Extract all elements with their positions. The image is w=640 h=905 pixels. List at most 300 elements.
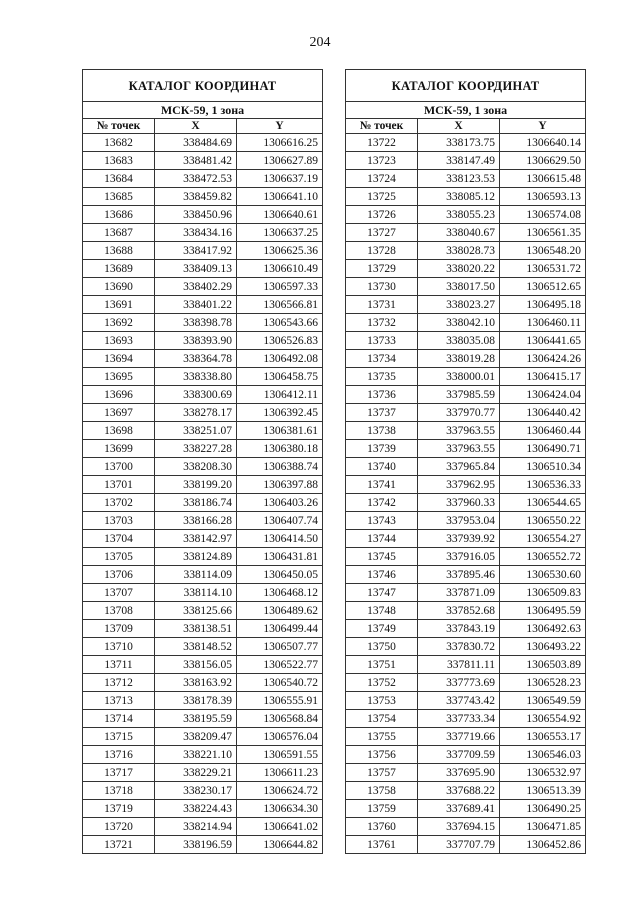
x-coordinate-cell: 337871.09 bbox=[418, 584, 500, 602]
table-row bbox=[346, 602, 586, 620]
y-coordinate-cell: 1306452.86 bbox=[500, 836, 586, 854]
column-header-x: X bbox=[418, 119, 500, 134]
table-row bbox=[83, 458, 323, 476]
x-coordinate-cell: 338028.73 bbox=[418, 242, 500, 260]
x-coordinate-cell: 337960.33 bbox=[418, 494, 500, 512]
y-coordinate-cell: 1306561.35 bbox=[500, 224, 586, 242]
y-coordinate-cell: 1306624.72 bbox=[237, 782, 323, 800]
y-coordinate-cell: 1306388.74 bbox=[237, 458, 323, 476]
coordinates-table-left bbox=[82, 69, 323, 854]
y-coordinate-cell: 1306566.81 bbox=[237, 296, 323, 314]
table-row bbox=[83, 134, 323, 152]
table-row bbox=[83, 836, 323, 854]
table-row bbox=[346, 836, 586, 854]
y-coordinate-cell: 1306460.44 bbox=[500, 422, 586, 440]
table-body bbox=[83, 134, 323, 854]
y-coordinate-cell: 1306424.26 bbox=[500, 350, 586, 368]
x-coordinate-cell: 337939.92 bbox=[418, 530, 500, 548]
y-coordinate-cell: 1306627.89 bbox=[237, 152, 323, 170]
x-coordinate-cell: 337953.04 bbox=[418, 512, 500, 530]
x-coordinate-cell: 337852.68 bbox=[418, 602, 500, 620]
table-row bbox=[83, 368, 323, 386]
y-coordinate-cell: 1306531.72 bbox=[500, 260, 586, 278]
point-number-cell: 13703 bbox=[83, 512, 155, 530]
point-number-cell: 13702 bbox=[83, 494, 155, 512]
y-coordinate-cell: 1306490.71 bbox=[500, 440, 586, 458]
table-row bbox=[346, 674, 586, 692]
x-coordinate-cell: 337965.84 bbox=[418, 458, 500, 476]
x-coordinate-cell: 338401.22 bbox=[155, 296, 237, 314]
x-coordinate-cell: 338338.80 bbox=[155, 368, 237, 386]
y-coordinate-cell: 1306637.25 bbox=[237, 224, 323, 242]
x-coordinate-cell: 338214.94 bbox=[155, 818, 237, 836]
point-number-cell: 13741 bbox=[346, 476, 418, 494]
x-coordinate-cell: 338142.97 bbox=[155, 530, 237, 548]
point-number-cell: 13745 bbox=[346, 548, 418, 566]
point-number-cell: 13696 bbox=[83, 386, 155, 404]
x-coordinate-cell: 338148.52 bbox=[155, 638, 237, 656]
table-row bbox=[346, 170, 586, 188]
table-row bbox=[346, 638, 586, 656]
point-number-cell: 13694 bbox=[83, 350, 155, 368]
x-coordinate-cell: 338147.49 bbox=[418, 152, 500, 170]
point-number-cell: 13749 bbox=[346, 620, 418, 638]
y-coordinate-cell: 1306441.65 bbox=[500, 332, 586, 350]
point-number-cell: 13683 bbox=[83, 152, 155, 170]
x-coordinate-cell: 338085.12 bbox=[418, 188, 500, 206]
point-number-cell: 13710 bbox=[83, 638, 155, 656]
table-row bbox=[346, 296, 586, 314]
y-coordinate-cell: 1306641.02 bbox=[237, 818, 323, 836]
x-coordinate-cell: 338195.59 bbox=[155, 710, 237, 728]
x-coordinate-cell: 338156.05 bbox=[155, 656, 237, 674]
y-coordinate-cell: 1306493.22 bbox=[500, 638, 586, 656]
table-row bbox=[83, 818, 323, 836]
x-coordinate-cell: 338138.51 bbox=[155, 620, 237, 638]
point-number-cell: 13734 bbox=[346, 350, 418, 368]
y-coordinate-cell: 1306640.14 bbox=[500, 134, 586, 152]
x-coordinate-cell: 338114.10 bbox=[155, 584, 237, 602]
point-number-cell: 13720 bbox=[83, 818, 155, 836]
y-coordinate-cell: 1306553.17 bbox=[500, 728, 586, 746]
point-number-cell: 13740 bbox=[346, 458, 418, 476]
y-coordinate-cell: 1306641.10 bbox=[237, 188, 323, 206]
y-coordinate-cell: 1306552.72 bbox=[500, 548, 586, 566]
y-coordinate-cell: 1306458.75 bbox=[237, 368, 323, 386]
table-row bbox=[83, 638, 323, 656]
y-coordinate-cell: 1306507.77 bbox=[237, 638, 323, 656]
table-row bbox=[346, 422, 586, 440]
point-number-cell: 13695 bbox=[83, 368, 155, 386]
table-row bbox=[346, 242, 586, 260]
y-coordinate-cell: 1306460.11 bbox=[500, 314, 586, 332]
table-row bbox=[83, 674, 323, 692]
point-number-cell: 13760 bbox=[346, 818, 418, 836]
column-header-x: X bbox=[155, 119, 237, 134]
x-coordinate-cell: 338163.92 bbox=[155, 674, 237, 692]
point-number-cell: 13682 bbox=[83, 134, 155, 152]
x-coordinate-cell: 338300.69 bbox=[155, 386, 237, 404]
y-coordinate-cell: 1306637.19 bbox=[237, 170, 323, 188]
x-coordinate-cell: 338221.10 bbox=[155, 746, 237, 764]
x-coordinate-cell: 338042.10 bbox=[418, 314, 500, 332]
point-number-cell: 13723 bbox=[346, 152, 418, 170]
y-coordinate-cell: 1306610.49 bbox=[237, 260, 323, 278]
table-row bbox=[346, 476, 586, 494]
table-row bbox=[83, 584, 323, 602]
table-row bbox=[346, 134, 586, 152]
point-number-cell: 13717 bbox=[83, 764, 155, 782]
y-coordinate-cell: 1306591.55 bbox=[237, 746, 323, 764]
table-row bbox=[346, 530, 586, 548]
y-coordinate-cell: 1306381.61 bbox=[237, 422, 323, 440]
y-coordinate-cell: 1306616.25 bbox=[237, 134, 323, 152]
y-coordinate-cell: 1306512.65 bbox=[500, 278, 586, 296]
point-number-cell: 13713 bbox=[83, 692, 155, 710]
table-row bbox=[83, 188, 323, 206]
point-number-cell: 13729 bbox=[346, 260, 418, 278]
table-row bbox=[346, 566, 586, 584]
point-number-cell: 13716 bbox=[83, 746, 155, 764]
x-coordinate-cell: 338364.78 bbox=[155, 350, 237, 368]
page-number: 204 bbox=[309, 35, 331, 50]
point-number-cell: 13708 bbox=[83, 602, 155, 620]
table-row bbox=[346, 764, 586, 782]
y-coordinate-cell: 1306509.83 bbox=[500, 584, 586, 602]
x-coordinate-cell: 338472.53 bbox=[155, 170, 237, 188]
column-header-point-number: № точек bbox=[346, 119, 418, 134]
y-coordinate-cell: 1306412.11 bbox=[237, 386, 323, 404]
point-number-cell: 13691 bbox=[83, 296, 155, 314]
x-coordinate-cell: 338019.28 bbox=[418, 350, 500, 368]
x-coordinate-cell: 337733.34 bbox=[418, 710, 500, 728]
x-coordinate-cell: 337843.19 bbox=[418, 620, 500, 638]
x-coordinate-cell: 338166.28 bbox=[155, 512, 237, 530]
point-number-cell: 13747 bbox=[346, 584, 418, 602]
y-coordinate-cell: 1306415.17 bbox=[500, 368, 586, 386]
y-coordinate-cell: 1306554.27 bbox=[500, 530, 586, 548]
x-coordinate-cell: 337707.79 bbox=[418, 836, 500, 854]
table-body bbox=[346, 134, 586, 854]
y-coordinate-cell: 1306615.48 bbox=[500, 170, 586, 188]
point-number-cell: 13754 bbox=[346, 710, 418, 728]
table-row bbox=[83, 422, 323, 440]
table-row bbox=[346, 332, 586, 350]
point-number-cell: 13728 bbox=[346, 242, 418, 260]
x-coordinate-cell: 338481.42 bbox=[155, 152, 237, 170]
table-row bbox=[83, 548, 323, 566]
y-coordinate-cell: 1306640.61 bbox=[237, 206, 323, 224]
table-row bbox=[83, 350, 323, 368]
table-row bbox=[83, 566, 323, 584]
x-coordinate-cell: 338209.47 bbox=[155, 728, 237, 746]
table-row bbox=[83, 224, 323, 242]
table-row bbox=[346, 800, 586, 818]
point-number-cell: 13733 bbox=[346, 332, 418, 350]
point-number-cell: 13757 bbox=[346, 764, 418, 782]
table-row bbox=[83, 746, 323, 764]
point-number-cell: 13684 bbox=[83, 170, 155, 188]
y-coordinate-cell: 1306543.66 bbox=[237, 314, 323, 332]
point-number-cell: 13737 bbox=[346, 404, 418, 422]
column-header-y: Y bbox=[237, 119, 323, 134]
y-coordinate-cell: 1306532.97 bbox=[500, 764, 586, 782]
point-number-cell: 13704 bbox=[83, 530, 155, 548]
x-coordinate-cell: 337811.11 bbox=[418, 656, 500, 674]
table-title: КАТАЛОГ КООРДИНАТ bbox=[83, 70, 323, 102]
y-coordinate-cell: 1306526.83 bbox=[237, 332, 323, 350]
table-row bbox=[83, 260, 323, 278]
x-coordinate-cell: 338114.09 bbox=[155, 566, 237, 584]
table-row bbox=[346, 494, 586, 512]
point-number-cell: 13751 bbox=[346, 656, 418, 674]
point-number-cell: 13706 bbox=[83, 566, 155, 584]
table-row bbox=[83, 476, 323, 494]
table-row bbox=[83, 764, 323, 782]
point-number-cell: 13686 bbox=[83, 206, 155, 224]
x-coordinate-cell: 337916.05 bbox=[418, 548, 500, 566]
x-coordinate-cell: 337743.42 bbox=[418, 692, 500, 710]
y-coordinate-cell: 1306549.59 bbox=[500, 692, 586, 710]
point-number-cell: 13707 bbox=[83, 584, 155, 602]
point-number-cell: 13697 bbox=[83, 404, 155, 422]
table-row bbox=[83, 404, 323, 422]
x-coordinate-cell: 337962.95 bbox=[418, 476, 500, 494]
point-number-cell: 13689 bbox=[83, 260, 155, 278]
x-coordinate-cell: 337695.90 bbox=[418, 764, 500, 782]
y-coordinate-cell: 1306392.45 bbox=[237, 404, 323, 422]
y-coordinate-cell: 1306495.59 bbox=[500, 602, 586, 620]
table-row bbox=[83, 296, 323, 314]
table-row bbox=[346, 224, 586, 242]
table-row bbox=[346, 692, 586, 710]
table-row bbox=[83, 602, 323, 620]
table-row bbox=[83, 800, 323, 818]
point-number-cell: 13714 bbox=[83, 710, 155, 728]
point-number-cell: 13724 bbox=[346, 170, 418, 188]
x-coordinate-cell: 338229.21 bbox=[155, 764, 237, 782]
x-coordinate-cell: 337689.41 bbox=[418, 800, 500, 818]
table-row bbox=[346, 404, 586, 422]
table-row bbox=[346, 620, 586, 638]
y-coordinate-cell: 1306492.08 bbox=[237, 350, 323, 368]
table-row bbox=[83, 206, 323, 224]
table-row bbox=[346, 386, 586, 404]
table-row bbox=[346, 746, 586, 764]
x-coordinate-cell: 338173.75 bbox=[418, 134, 500, 152]
column-header-y: Y bbox=[500, 119, 586, 134]
point-number-cell: 13700 bbox=[83, 458, 155, 476]
y-coordinate-cell: 1306625.36 bbox=[237, 242, 323, 260]
point-number-cell: 13739 bbox=[346, 440, 418, 458]
y-coordinate-cell: 1306440.42 bbox=[500, 404, 586, 422]
y-coordinate-cell: 1306522.77 bbox=[237, 656, 323, 674]
x-coordinate-cell: 338450.96 bbox=[155, 206, 237, 224]
x-coordinate-cell: 338402.29 bbox=[155, 278, 237, 296]
point-number-cell: 13743 bbox=[346, 512, 418, 530]
table-row bbox=[346, 728, 586, 746]
y-coordinate-cell: 1306424.04 bbox=[500, 386, 586, 404]
y-coordinate-cell: 1306513.39 bbox=[500, 782, 586, 800]
point-number-cell: 13693 bbox=[83, 332, 155, 350]
x-coordinate-cell: 337985.59 bbox=[418, 386, 500, 404]
point-number-cell: 13699 bbox=[83, 440, 155, 458]
point-number-cell: 13722 bbox=[346, 134, 418, 152]
x-coordinate-cell: 338251.07 bbox=[155, 422, 237, 440]
table-row bbox=[83, 314, 323, 332]
point-number-cell: 13727 bbox=[346, 224, 418, 242]
table-row bbox=[83, 170, 323, 188]
table-row bbox=[83, 728, 323, 746]
table-row bbox=[83, 278, 323, 296]
x-coordinate-cell: 338020.22 bbox=[418, 260, 500, 278]
point-number-cell: 13725 bbox=[346, 188, 418, 206]
x-coordinate-cell: 337963.55 bbox=[418, 440, 500, 458]
point-number-cell: 13759 bbox=[346, 800, 418, 818]
point-number-cell: 13744 bbox=[346, 530, 418, 548]
y-coordinate-cell: 1306403.26 bbox=[237, 494, 323, 512]
x-coordinate-cell: 337694.15 bbox=[418, 818, 500, 836]
table-row bbox=[83, 656, 323, 674]
x-coordinate-cell: 338484.69 bbox=[155, 134, 237, 152]
y-coordinate-cell: 1306407.74 bbox=[237, 512, 323, 530]
point-number-cell: 13742 bbox=[346, 494, 418, 512]
x-coordinate-cell: 338196.59 bbox=[155, 836, 237, 854]
point-number-cell: 13715 bbox=[83, 728, 155, 746]
table-row bbox=[346, 368, 586, 386]
x-coordinate-cell: 337773.69 bbox=[418, 674, 500, 692]
table-row bbox=[346, 206, 586, 224]
table-row bbox=[83, 620, 323, 638]
y-coordinate-cell: 1306414.50 bbox=[237, 530, 323, 548]
y-coordinate-cell: 1306499.44 bbox=[237, 620, 323, 638]
x-coordinate-cell: 338040.67 bbox=[418, 224, 500, 242]
y-coordinate-cell: 1306490.25 bbox=[500, 800, 586, 818]
x-coordinate-cell: 338230.17 bbox=[155, 782, 237, 800]
x-coordinate-cell: 337895.46 bbox=[418, 566, 500, 584]
y-coordinate-cell: 1306568.84 bbox=[237, 710, 323, 728]
point-number-cell: 13690 bbox=[83, 278, 155, 296]
point-number-cell: 13758 bbox=[346, 782, 418, 800]
y-coordinate-cell: 1306634.30 bbox=[237, 800, 323, 818]
y-coordinate-cell: 1306546.03 bbox=[500, 746, 586, 764]
table-row bbox=[346, 782, 586, 800]
x-coordinate-cell: 338459.82 bbox=[155, 188, 237, 206]
y-coordinate-cell: 1306489.62 bbox=[237, 602, 323, 620]
y-coordinate-cell: 1306431.81 bbox=[237, 548, 323, 566]
y-coordinate-cell: 1306611.23 bbox=[237, 764, 323, 782]
table-row bbox=[83, 386, 323, 404]
y-coordinate-cell: 1306593.13 bbox=[500, 188, 586, 206]
table-row bbox=[83, 530, 323, 548]
table-row bbox=[346, 278, 586, 296]
point-number-cell: 13752 bbox=[346, 674, 418, 692]
point-number-cell: 13753 bbox=[346, 692, 418, 710]
point-number-cell: 13712 bbox=[83, 674, 155, 692]
x-coordinate-cell: 338199.20 bbox=[155, 476, 237, 494]
table-row bbox=[346, 458, 586, 476]
point-number-cell: 13718 bbox=[83, 782, 155, 800]
y-coordinate-cell: 1306536.33 bbox=[500, 476, 586, 494]
table-row bbox=[346, 260, 586, 278]
y-coordinate-cell: 1306397.88 bbox=[237, 476, 323, 494]
point-number-cell: 13726 bbox=[346, 206, 418, 224]
y-coordinate-cell: 1306450.05 bbox=[237, 566, 323, 584]
x-coordinate-cell: 338208.30 bbox=[155, 458, 237, 476]
table-row bbox=[83, 440, 323, 458]
coordinates-table-right bbox=[345, 69, 586, 854]
y-coordinate-cell: 1306540.72 bbox=[237, 674, 323, 692]
y-coordinate-cell: 1306574.08 bbox=[500, 206, 586, 224]
table-row bbox=[346, 656, 586, 674]
x-coordinate-cell: 338055.23 bbox=[418, 206, 500, 224]
y-coordinate-cell: 1306530.60 bbox=[500, 566, 586, 584]
x-coordinate-cell: 337830.72 bbox=[418, 638, 500, 656]
point-number-cell: 13735 bbox=[346, 368, 418, 386]
y-coordinate-cell: 1306629.50 bbox=[500, 152, 586, 170]
x-coordinate-cell: 338178.39 bbox=[155, 692, 237, 710]
table-row bbox=[83, 710, 323, 728]
point-number-cell: 13746 bbox=[346, 566, 418, 584]
x-coordinate-cell: 338278.17 bbox=[155, 404, 237, 422]
point-number-cell: 13731 bbox=[346, 296, 418, 314]
table-row bbox=[346, 818, 586, 836]
point-number-cell: 13719 bbox=[83, 800, 155, 818]
x-coordinate-cell: 338123.53 bbox=[418, 170, 500, 188]
point-number-cell: 13705 bbox=[83, 548, 155, 566]
point-number-cell: 13721 bbox=[83, 836, 155, 854]
x-coordinate-cell: 338125.66 bbox=[155, 602, 237, 620]
point-number-cell: 13750 bbox=[346, 638, 418, 656]
x-coordinate-cell: 338023.27 bbox=[418, 296, 500, 314]
table-row bbox=[346, 440, 586, 458]
y-coordinate-cell: 1306528.23 bbox=[500, 674, 586, 692]
x-coordinate-cell: 338409.13 bbox=[155, 260, 237, 278]
x-coordinate-cell: 338417.92 bbox=[155, 242, 237, 260]
table-zone: МСК-59, 1 зона bbox=[346, 102, 586, 119]
point-number-cell: 13755 bbox=[346, 728, 418, 746]
table-row bbox=[346, 350, 586, 368]
point-number-cell: 13732 bbox=[346, 314, 418, 332]
y-coordinate-cell: 1306503.89 bbox=[500, 656, 586, 674]
column-header-point-number: № точек bbox=[83, 119, 155, 134]
y-coordinate-cell: 1306495.18 bbox=[500, 296, 586, 314]
table-row bbox=[346, 710, 586, 728]
x-coordinate-cell: 338393.90 bbox=[155, 332, 237, 350]
point-number-cell: 13698 bbox=[83, 422, 155, 440]
table-title: КАТАЛОГ КООРДИНАТ bbox=[346, 70, 586, 102]
point-number-cell: 13688 bbox=[83, 242, 155, 260]
point-number-cell: 13711 bbox=[83, 656, 155, 674]
point-number-cell: 13701 bbox=[83, 476, 155, 494]
point-number-cell: 13709 bbox=[83, 620, 155, 638]
y-coordinate-cell: 1306597.33 bbox=[237, 278, 323, 296]
y-coordinate-cell: 1306544.65 bbox=[500, 494, 586, 512]
table-row bbox=[83, 152, 323, 170]
table-row bbox=[346, 548, 586, 566]
point-number-cell: 13692 bbox=[83, 314, 155, 332]
table-row bbox=[83, 494, 323, 512]
table-row bbox=[346, 314, 586, 332]
x-coordinate-cell: 338000.01 bbox=[418, 368, 500, 386]
x-coordinate-cell: 337709.59 bbox=[418, 746, 500, 764]
x-coordinate-cell: 338224.43 bbox=[155, 800, 237, 818]
table-row bbox=[83, 242, 323, 260]
table-row bbox=[83, 692, 323, 710]
x-coordinate-cell: 338035.08 bbox=[418, 332, 500, 350]
point-number-cell: 13748 bbox=[346, 602, 418, 620]
x-coordinate-cell: 338017.50 bbox=[418, 278, 500, 296]
